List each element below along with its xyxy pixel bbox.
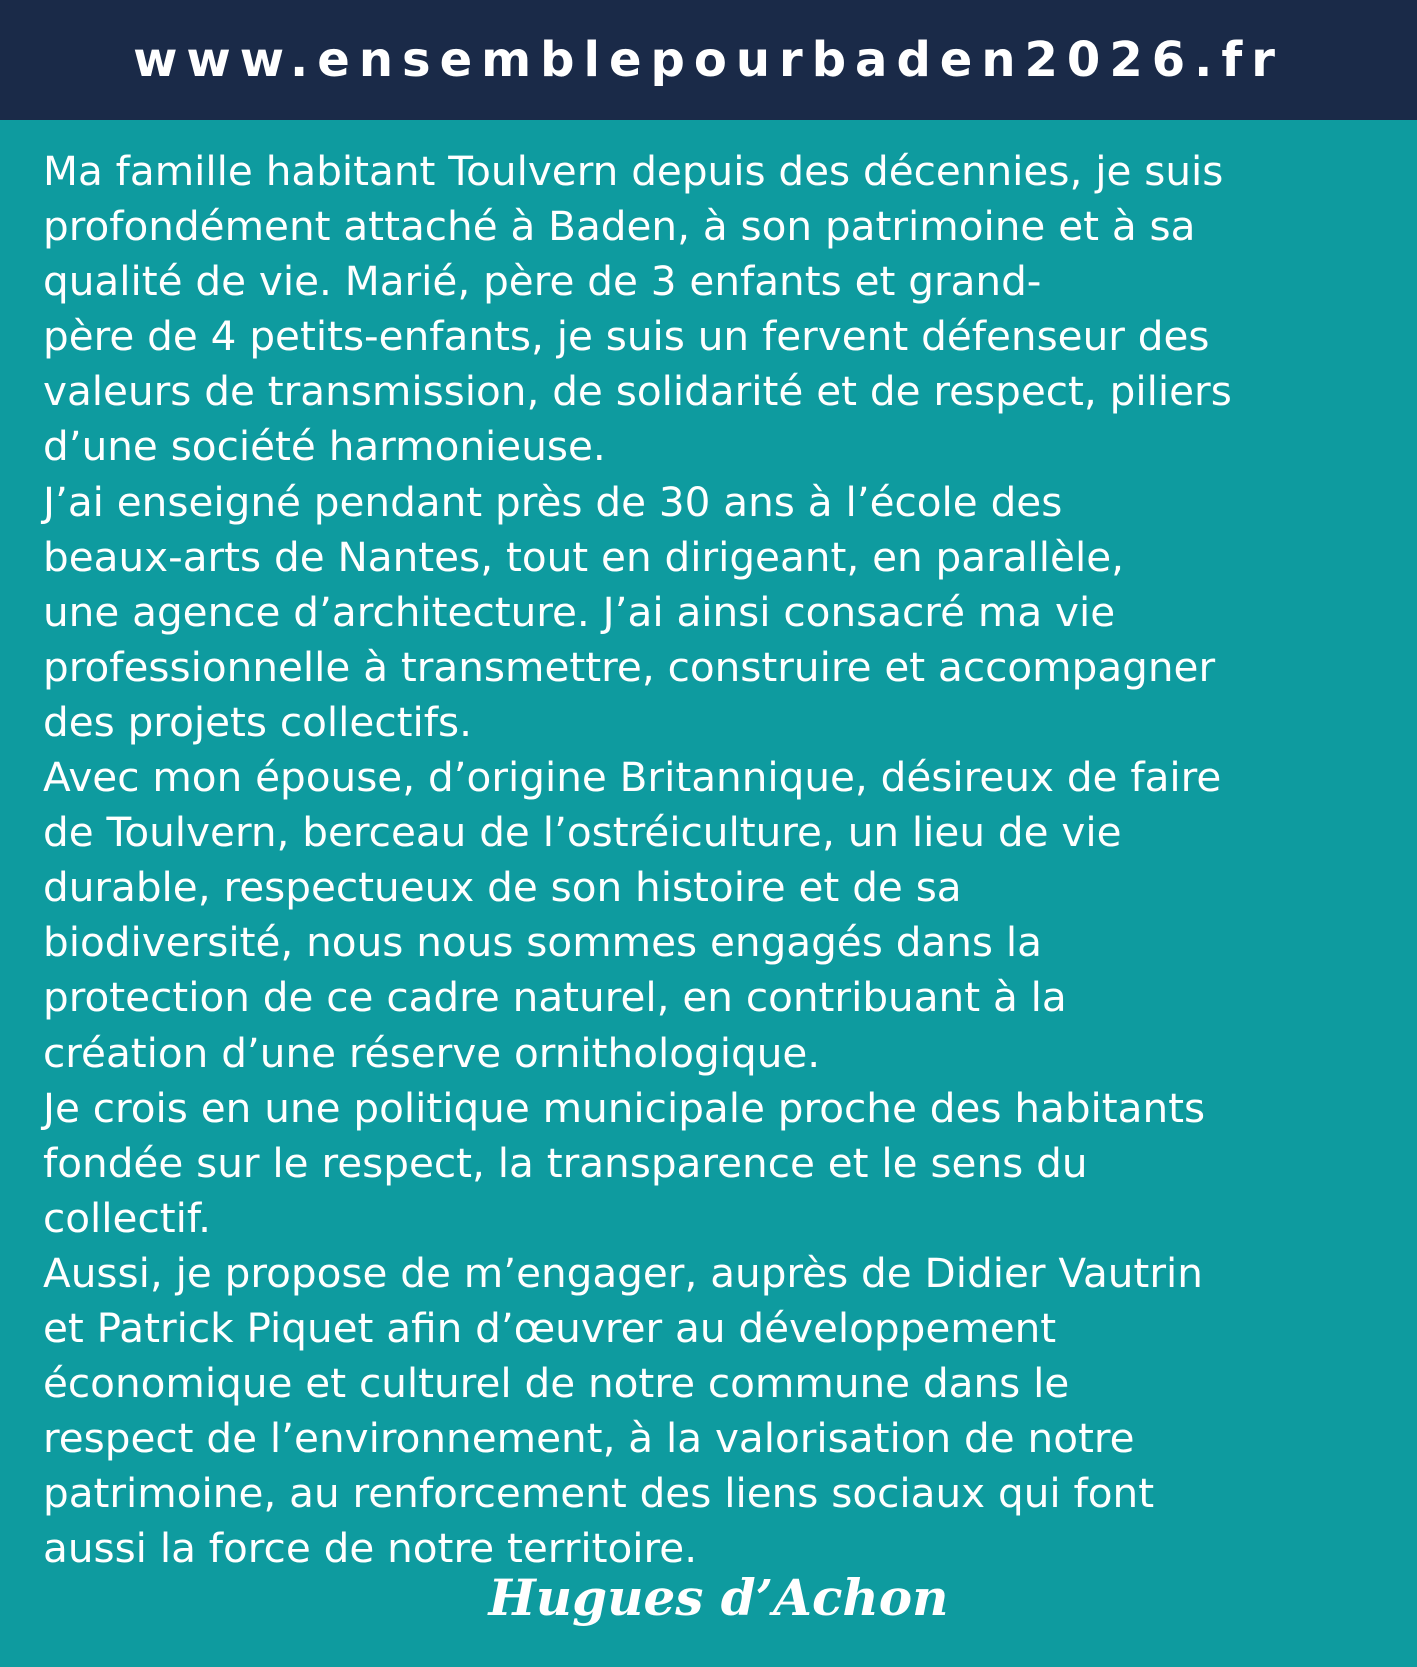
text-line: professionnelle à transmettre, construire et accompagner <box>43 642 1216 691</box>
text-line: beaux-arts de Nantes, tout en dirigeant, en parallèle, <box>43 532 1125 581</box>
text-line: patrimoine, au renforcement des liens sociaux qui font <box>43 1469 1155 1518</box>
text-line: valeurs de transmission, de solidarité et de respect, piliers <box>43 367 1232 416</box>
text-line: Aussi, je propose de m’engager, auprès de Didier Vautrin <box>43 1248 1203 1297</box>
text-line: Avec mon épouse, d’origine Britannique, désireux de faire <box>43 753 1222 802</box>
text-line: de Toulvern, berceau de l’ostréiculture, un lieu de vie <box>43 808 1122 857</box>
text-line: qualité de vie. Marié, père de 3 enfants et grand- <box>43 257 1042 306</box>
text-line: Je crois en une politique municipale proche des habitants <box>43 1083 1206 1132</box>
text-line: création d’une réserve ornithologique. <box>43 1028 821 1077</box>
biography-text <box>43 144 1383 1576</box>
text-line: protection de ce cadre naturel, en contribuant à la <box>43 973 1067 1022</box>
text-line: des projets collectifs. <box>43 697 472 746</box>
header-banner <box>0 0 1417 120</box>
text-line: économique et culturel de notre commune dans le <box>43 1359 1070 1408</box>
text-line: d’une société harmonieuse. <box>43 422 606 471</box>
website-url[interactable]: www.ensemblepourbaden2026.fr <box>133 32 1284 88</box>
text-line: fondée sur le respect, la transparence et le sens du <box>43 1138 1088 1187</box>
text-line: et Patrick Piquet afin d’œuvrer au développement <box>43 1303 1057 1352</box>
text-line: respect de l’environnement, à la valorisation de notre <box>43 1414 1135 1463</box>
text-line: biodiversité, nous nous sommes engagés dans la <box>43 918 1042 967</box>
text-line: J’ai enseigné pendant près de 30 ans à l’école des <box>43 477 1063 526</box>
signature: Hugues d’Achon <box>488 1568 949 1627</box>
text-line: collectif. <box>43 1193 212 1242</box>
text-line: aussi la force de notre territoire. <box>43 1524 698 1573</box>
text-line: durable, respectueux de son histoire et de sa <box>43 863 962 912</box>
text-line: profondément attaché à Baden, à son patrimoine et à sa <box>43 202 1196 251</box>
text-line: une agence d’architecture. J’ai ainsi consacré ma vie <box>43 587 1116 636</box>
text-line: Ma famille habitant Toulvern depuis des décennies, je suis <box>43 147 1224 195</box>
text-line: père de 4 petits-enfants, je suis un fervent défenseur des <box>43 312 1210 361</box>
